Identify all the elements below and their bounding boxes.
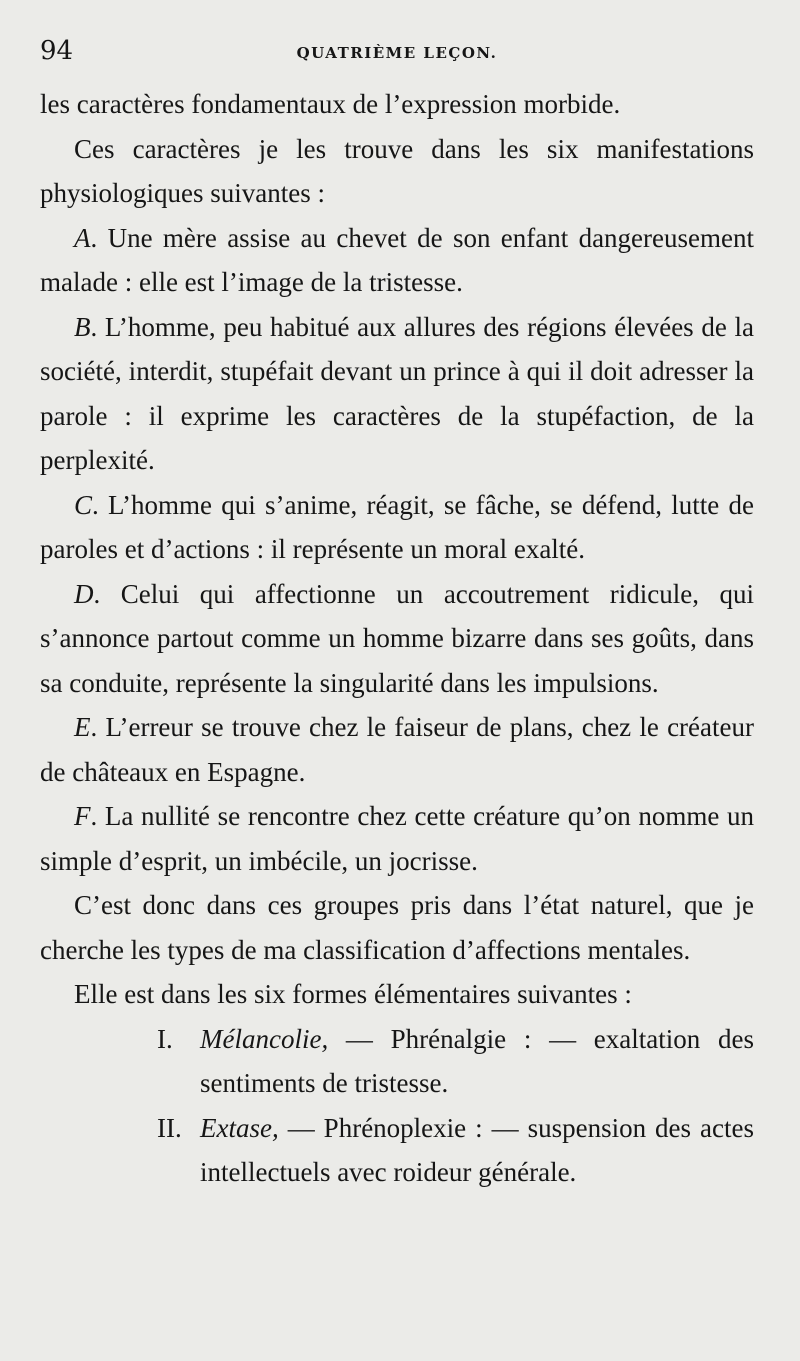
- paragraph: les caractères fondamentaux de l’expression morbide.: [40, 89, 621, 119]
- manifestation-b: B. L’homme, peu habitué aux allures des régions élevées de la société, interdit, stupéfait devant un prince à qui il doit adresser la parole : il exprime les caractères de la stupéfaction, de la perplexité.: [40, 311, 754, 475]
- entry-letter: A: [74, 222, 91, 253]
- list-term: Extase,: [200, 1112, 279, 1143]
- paragraph: Elle est dans les six formes élémentaires suivantes :: [74, 979, 632, 1009]
- page-number: 94: [40, 36, 74, 66]
- paragraph: C’est donc dans ces groupes pris dans l’état naturel, que je cherche les types de ma classification d’affections mentales.: [40, 890, 754, 965]
- running-head: QUATRIÈME LEÇON.: [296, 44, 498, 62]
- list-item: I. Mélancolie, — Phrénalgie : — exaltation des sentiments de tristesse.: [40, 1017, 754, 1106]
- list-item: II. Extase, — Phrénoplexie : — suspension des actes intellectuels avec roideur générale.: [40, 1106, 754, 1195]
- page-header: [40, 30, 754, 82]
- entry-letter: E: [74, 712, 91, 742]
- classification-list: [40, 1017, 754, 1195]
- list-term: Mélancolie,: [200, 1023, 329, 1054]
- list-numeral: I.: [157, 1023, 173, 1054]
- entry-letter: F: [74, 801, 91, 831]
- manifestation-c: C. L’homme qui s’anime, réagit, se fâche, se défend, lutte de paroles et d’actions : il représente un moral exalté.: [40, 489, 754, 564]
- manifestation-f: F. La nullité se rencontre chez cette créature qu’on nomme un simple d’esprit, un imbécile, un jocrisse.: [40, 801, 754, 876]
- manifestation-e: E. L’erreur se trouve chez le faiseur de plans, chez le créateur de châteaux en Espagne.: [40, 712, 754, 787]
- manifestation-d: D. Celui qui affectionne un accoutrement ridicule, qui s’annonce partout comme un homme bizarre dans ses goûts, dans sa conduite, représente la singularité dans les impulsions.: [40, 578, 754, 698]
- paragraph: Ces caractères je les trouve dans les six manifestations physiologiques suivantes :: [40, 133, 754, 208]
- manifestation-a: A. Une mère assise au chevet de son enfant dangereusement malade : elle est l’image de la tristesse.: [40, 222, 754, 297]
- body-text: [40, 82, 754, 1195]
- entry-letter: D: [74, 578, 94, 609]
- entry-letter: B: [74, 311, 91, 342]
- entry-letter: C: [74, 489, 93, 520]
- list-numeral: II.: [157, 1112, 182, 1143]
